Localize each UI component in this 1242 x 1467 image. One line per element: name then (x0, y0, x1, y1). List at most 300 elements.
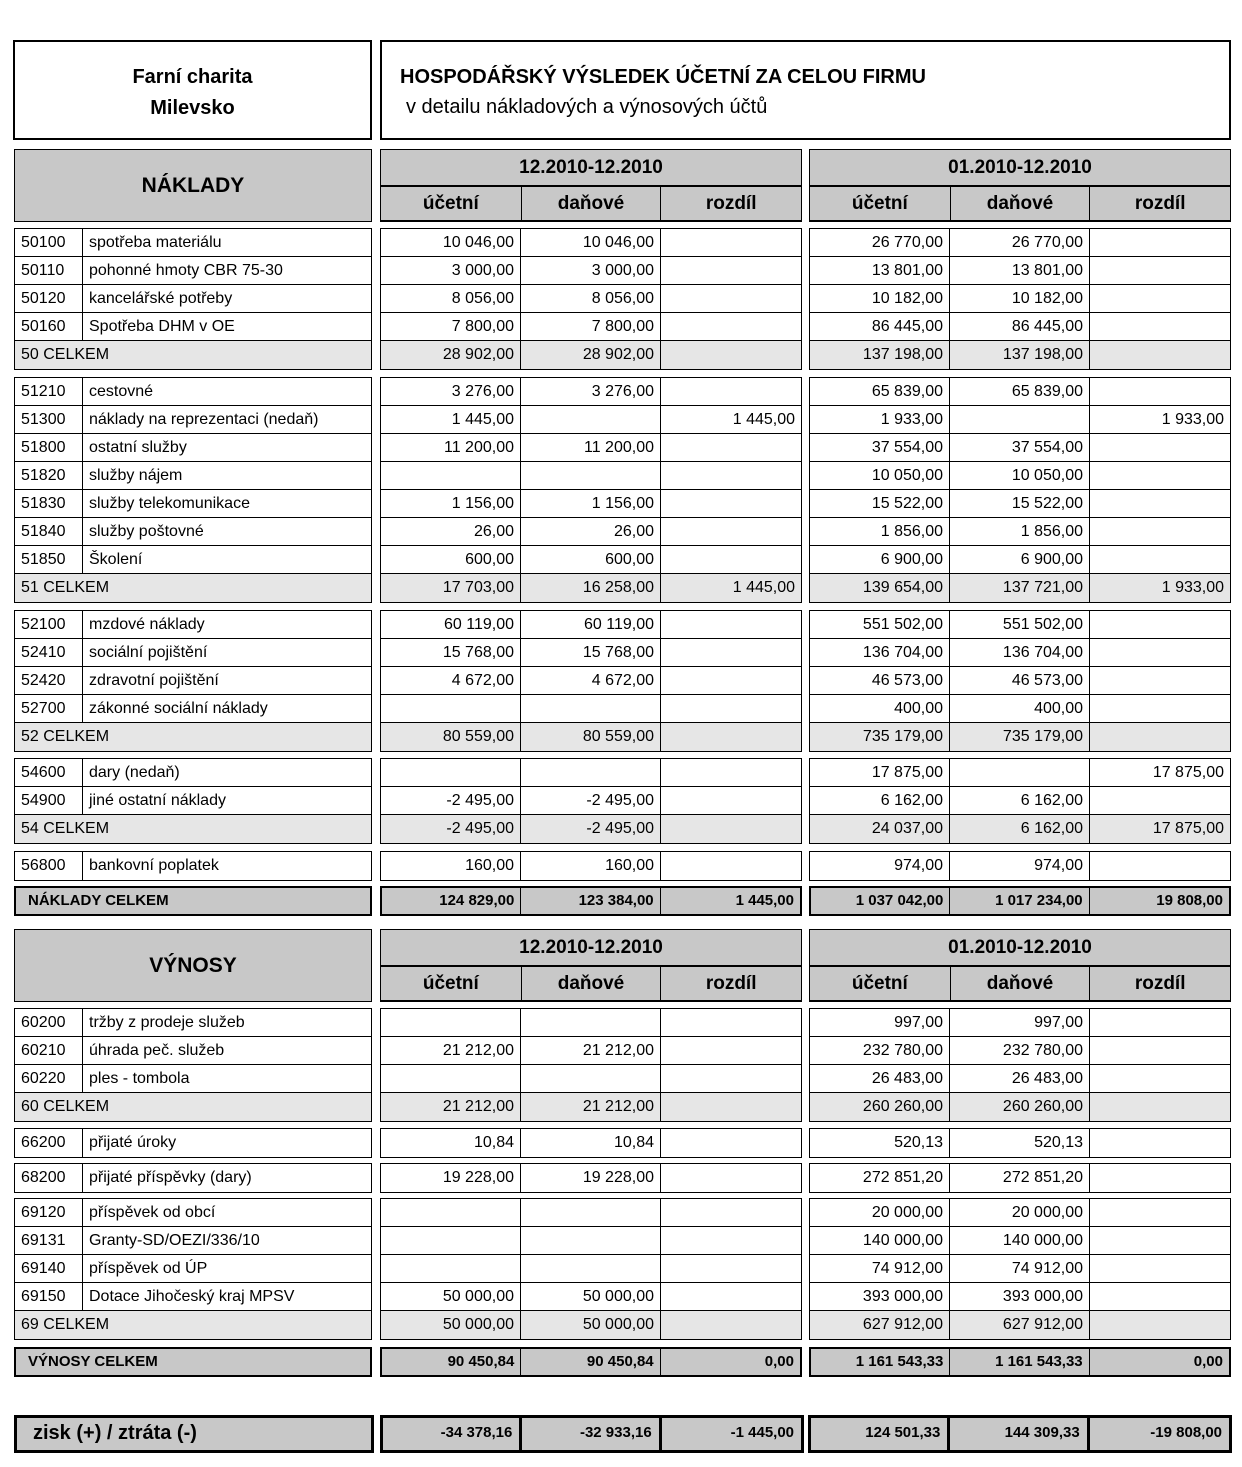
value-ucetni: 26,00 (381, 518, 521, 545)
value-danove: 272 851,20 (950, 1164, 1090, 1192)
naklady-period1-header: 12.2010-12.2010 (380, 149, 802, 186)
value-danove: 50 000,00 (521, 1283, 661, 1310)
account-code: 50100 (15, 229, 83, 256)
value-danove: 3 276,00 (521, 378, 661, 405)
total-danove: 123 384,00 (521, 888, 660, 914)
total-rozdil: -1 445,00 (730, 1424, 795, 1441)
value-danove: 600,00 (521, 546, 661, 573)
value-row (381, 229, 801, 257)
value-rozdil (1090, 639, 1230, 666)
col-danove: daňové (951, 185, 1091, 222)
value-ucetni: 86 445,00 (810, 313, 950, 340)
account-code: 68200 (15, 1164, 83, 1192)
value-rozdil (1090, 1065, 1230, 1092)
account-row (15, 285, 371, 313)
value-ucetni: 10 182,00 (810, 285, 950, 312)
value-danove (521, 1227, 661, 1254)
value-rozdil: 17 875,00 (1152, 764, 1224, 781)
group-66-period2 (809, 1128, 1231, 1158)
subtotal-danove: -2 495,00 (521, 815, 661, 843)
value-rozdil (1090, 787, 1230, 814)
value-rozdil (1090, 667, 1230, 694)
group-51-period1 (380, 377, 802, 603)
group-52-period1 (380, 610, 802, 752)
subtotal-label: 69 CELKEM (21, 1316, 110, 1333)
value-ucetni (381, 1199, 521, 1226)
subtotal-danove: 80 559,00 (521, 723, 661, 751)
value-rozdil (661, 639, 801, 666)
account-row (15, 1227, 371, 1255)
subtotal-row (15, 1311, 371, 1339)
value-row (381, 285, 801, 313)
value-danove: 86 445,00 (950, 313, 1090, 340)
total-rozdil: -19 808,00 (1150, 1424, 1223, 1441)
value-danove: 46 573,00 (950, 667, 1090, 694)
value-danove: 6 900,00 (950, 546, 1090, 573)
subtotal-rozdil (1090, 1311, 1230, 1339)
value-row (810, 518, 1230, 546)
subtotal-values (381, 341, 801, 369)
subtotal-row (15, 723, 371, 751)
account-code: 60200 (15, 1009, 83, 1036)
col-ucetni: účetní (809, 965, 951, 1002)
group-50-labels (14, 228, 372, 370)
value-ucetni: 19 228,00 (381, 1164, 521, 1192)
value-row (810, 1255, 1230, 1283)
account-code: 51800 (15, 434, 83, 461)
account-row (15, 518, 371, 546)
value-ucetni (381, 759, 521, 786)
value-danove: 20 000,00 (950, 1199, 1090, 1226)
value-rozdil (1090, 1164, 1230, 1192)
value-ucetni: 6 162,00 (810, 787, 950, 814)
value-ucetni: 1 156,00 (381, 490, 521, 517)
col-danove: daňové (522, 185, 662, 222)
subtotal-danove: 735 179,00 (950, 723, 1090, 751)
total-rozdil: 1 445,00 (735, 892, 794, 909)
subtotal-ucetni: 17 703,00 (381, 574, 521, 602)
value-row (381, 313, 801, 341)
value-ucetni: 1 856,00 (810, 518, 950, 545)
value-row (810, 1009, 1230, 1037)
subtotal-danove: 50 000,00 (521, 1311, 661, 1339)
account-row (15, 759, 371, 787)
value-rozdil: 1 445,00 (732, 411, 795, 428)
account-code: 50120 (15, 285, 83, 312)
account-code: 66200 (15, 1129, 83, 1157)
group-69-period2 (809, 1198, 1231, 1340)
group-69-period1 (380, 1198, 802, 1340)
value-danove: 26 483,00 (950, 1065, 1090, 1092)
group-60-period2 (809, 1008, 1231, 1122)
subtotal-rozdil (1090, 341, 1230, 369)
account-code: 69140 (15, 1255, 83, 1282)
value-row (381, 1065, 801, 1093)
value-rozdil (661, 1009, 801, 1036)
value-rozdil (1090, 257, 1230, 284)
subtotal-label: 50 CELKEM (21, 346, 110, 363)
value-row (381, 1009, 801, 1037)
value-ucetni (381, 462, 521, 489)
value-danove (950, 406, 1090, 433)
vynosy-section-title: VÝNOSY (14, 929, 372, 1002)
account-name: přijaté úroky (89, 1134, 177, 1151)
value-row (381, 611, 801, 639)
value-ucetni: 8 056,00 (381, 285, 521, 312)
value-row (810, 285, 1230, 313)
value-rozdil (1090, 1199, 1230, 1226)
value-ucetni (381, 1255, 521, 1282)
value-rozdil (1090, 285, 1230, 312)
account-code: 52410 (15, 639, 83, 666)
value-danove: 26,00 (521, 518, 661, 545)
value-ucetni: 551 502,00 (810, 611, 950, 638)
value-rozdil (661, 1283, 801, 1310)
account-code: 52420 (15, 667, 83, 694)
value-row (810, 462, 1230, 490)
value-danove: 6 162,00 (950, 787, 1090, 814)
value-row (381, 406, 801, 434)
account-name: sociální pojištění (89, 644, 208, 661)
value-rozdil (661, 852, 801, 880)
value-danove (521, 1009, 661, 1036)
value-danove: 140 000,00 (950, 1227, 1090, 1254)
account-name: ples - tombola (89, 1070, 190, 1087)
value-rozdil (661, 518, 801, 545)
total-rozdil: 19 808,00 (1156, 892, 1223, 909)
subtotal-danove: 137 198,00 (950, 341, 1090, 369)
account-row (15, 695, 371, 723)
value-rozdil (661, 787, 801, 814)
account-code: 60220 (15, 1065, 83, 1092)
value-ucetni: 160,00 (381, 852, 521, 880)
value-danove (521, 1065, 661, 1092)
account-name: služby telekomunikace (89, 495, 250, 512)
value-rozdil (661, 1199, 801, 1226)
col-danove: daňové (522, 965, 662, 1002)
subtotal-rozdil (661, 1311, 801, 1339)
account-row (15, 406, 371, 434)
value-rozdil: 1 933,00 (1161, 411, 1224, 428)
group-60-labels (14, 1008, 372, 1122)
naklady-total-label: NÁKLADY CELKEM (14, 886, 372, 916)
profit-loss-period1 (380, 1415, 804, 1453)
account-name: příspěvek od ÚP (89, 1260, 208, 1277)
value-ucetni (381, 695, 521, 722)
value-rozdil (1090, 518, 1230, 545)
value-rozdil (661, 611, 801, 638)
value-ucetni: 974,00 (810, 852, 950, 880)
subtotal-rozdil (1090, 723, 1230, 751)
group-54-period1 (380, 758, 802, 844)
subtotal-ucetni: 260 260,00 (810, 1093, 950, 1121)
value-ucetni: 10 050,00 (810, 462, 950, 489)
subtotal-values (810, 1093, 1230, 1121)
value-rozdil (661, 546, 801, 573)
group-56-period2 (809, 851, 1231, 881)
account-name: náklady na reprezentaci (nedaň) (89, 411, 319, 428)
account-code: 69131 (15, 1227, 83, 1254)
value-ucetni: 6 900,00 (810, 546, 950, 573)
subtotal-ucetni: 80 559,00 (381, 723, 521, 751)
value-rozdil (661, 285, 801, 312)
account-row (15, 546, 371, 574)
subtotal-values (810, 815, 1230, 843)
col-rozdil: rozdíl (1090, 185, 1231, 222)
account-code: 69120 (15, 1199, 83, 1226)
value-row (810, 1283, 1230, 1311)
value-danove: -2 495,00 (521, 787, 661, 814)
vynosy-period2-header: 01.2010-12.2010 (809, 929, 1231, 966)
value-danove: 160,00 (521, 852, 661, 880)
group-52-period2 (809, 610, 1231, 752)
value-ucetni: 7 800,00 (381, 313, 521, 340)
value-danove: 4 672,00 (521, 667, 661, 694)
value-rozdil (1090, 852, 1230, 880)
value-danove: 10,84 (521, 1129, 661, 1157)
subtotal-rozdil: 1 445,00 (732, 579, 795, 596)
account-row (15, 639, 371, 667)
value-rozdil (661, 313, 801, 340)
account-row (15, 434, 371, 462)
profit-loss-period2 (808, 1415, 1232, 1453)
group-69-labels (14, 1198, 372, 1340)
value-danove: 15 768,00 (521, 639, 661, 666)
value-rozdil (1090, 490, 1230, 517)
report-subtitle: v detailu nákladových a výnosových účtů (406, 96, 768, 118)
value-danove (521, 695, 661, 722)
subtotal-label: 52 CELKEM (21, 728, 110, 745)
total-danove: 144 309,33 (950, 1418, 1089, 1450)
account-row (15, 462, 371, 490)
report-title-box (380, 40, 1231, 140)
subtotal-danove: 260 260,00 (950, 1093, 1090, 1121)
group-66-period1 (380, 1128, 802, 1158)
account-name: příspěvek od obcí (89, 1204, 216, 1221)
group-56-period1 (380, 851, 802, 881)
value-danove: 997,00 (950, 1009, 1090, 1036)
col-ucetni: účetní (809, 185, 951, 222)
value-row (381, 787, 801, 815)
col-rozdil: rozdíl (661, 965, 802, 1002)
account-row (15, 611, 371, 639)
value-ucetni: 50 000,00 (381, 1283, 521, 1310)
account-row (15, 852, 371, 880)
value-row (810, 1164, 1230, 1192)
value-row (381, 378, 801, 406)
account-row (15, 378, 371, 406)
value-danove: 520,13 (950, 1129, 1090, 1157)
account-code: 51850 (15, 546, 83, 573)
value-rozdil (661, 1164, 801, 1192)
value-danove: 21 212,00 (521, 1037, 661, 1064)
account-name: jiné ostatní náklady (89, 792, 226, 809)
value-rozdil (661, 1255, 801, 1282)
total-rozdil: 0,00 (1193, 1353, 1223, 1370)
value-rozdil (1090, 546, 1230, 573)
value-danove: 400,00 (950, 695, 1090, 722)
account-code: 52700 (15, 695, 83, 722)
value-danove: 26 770,00 (950, 229, 1090, 256)
account-name: Dotace Jihočeský kraj MPSV (89, 1288, 295, 1305)
value-ucetni (381, 1009, 521, 1036)
account-code: 54600 (15, 759, 83, 786)
account-row (15, 229, 371, 257)
group-51-period2 (809, 377, 1231, 603)
vynosy-p1-colheaders (380, 965, 802, 1002)
value-ucetni: 65 839,00 (810, 378, 950, 405)
subtotal-values (810, 723, 1230, 751)
value-ucetni: 20 000,00 (810, 1199, 950, 1226)
value-danove (521, 406, 661, 433)
value-ucetni: 1 445,00 (381, 406, 521, 433)
value-rozdil (1090, 313, 1230, 340)
value-row (810, 490, 1230, 518)
subtotal-row (15, 574, 371, 602)
subtotal-values (381, 1093, 801, 1121)
value-rozdil (1090, 1009, 1230, 1036)
report-title: HOSPODÁŘSKÝ VÝSLEDEK ÚČETNÍ ZA CELOU FIRMU (400, 66, 926, 88)
subtotal-danove: 21 212,00 (521, 1093, 661, 1121)
group-56-labels (14, 851, 372, 881)
total-danove: -32 933,16 (522, 1418, 661, 1450)
value-ucetni: 3 276,00 (381, 378, 521, 405)
account-name: přijaté příspěvky (dary) (89, 1169, 252, 1186)
value-ucetni: 15 522,00 (810, 490, 950, 517)
value-ucetni: 17 875,00 (810, 759, 950, 786)
value-row (810, 546, 1230, 574)
value-danove: 19 228,00 (521, 1164, 661, 1192)
total-ucetni: 1 161 543,33 (811, 1349, 950, 1375)
value-danove: 65 839,00 (950, 378, 1090, 405)
value-rozdil (1090, 695, 1230, 722)
value-danove: 15 522,00 (950, 490, 1090, 517)
value-ucetni: 26 483,00 (810, 1065, 950, 1092)
value-ucetni: 60 119,00 (381, 611, 521, 638)
account-row (15, 1037, 371, 1065)
value-row (381, 667, 801, 695)
col-danove: daňové (951, 965, 1091, 1002)
value-row (810, 1065, 1230, 1093)
value-row (810, 313, 1230, 341)
subtotal-values (381, 815, 801, 843)
value-row (810, 667, 1230, 695)
account-row (15, 1283, 371, 1311)
subtotal-row (15, 815, 371, 843)
total-danove: 1 017 234,00 (950, 888, 1089, 914)
subtotal-danove: 6 162,00 (950, 815, 1090, 843)
naklady-total-period1 (380, 886, 802, 916)
value-row (381, 1283, 801, 1311)
total-ucetni: 90 450,84 (382, 1349, 521, 1375)
subtotal-values (810, 341, 1230, 369)
subtotal-label: 54 CELKEM (21, 820, 110, 837)
subtotal-danove: 16 258,00 (521, 574, 661, 602)
organization-box (13, 40, 372, 140)
value-ucetni: 1 933,00 (810, 406, 950, 433)
value-rozdil (1090, 1283, 1230, 1310)
value-ucetni (381, 1227, 521, 1254)
account-name: ostatní služby (89, 439, 187, 456)
account-name: zdravotní pojištění (89, 672, 219, 689)
value-danove: 74 912,00 (950, 1255, 1090, 1282)
account-code: 51210 (15, 378, 83, 405)
account-row (15, 257, 371, 285)
subtotal-rozdil (661, 815, 801, 843)
value-rozdil (1090, 1227, 1230, 1254)
account-row (15, 1065, 371, 1093)
value-danove: 136 704,00 (950, 639, 1090, 666)
subtotal-danove: 627 912,00 (950, 1311, 1090, 1339)
subtotal-values (810, 1311, 1230, 1339)
subtotal-values (810, 574, 1230, 602)
value-rozdil (661, 759, 801, 786)
value-danove: 7 800,00 (521, 313, 661, 340)
value-danove: 37 554,00 (950, 434, 1090, 461)
value-row (381, 1164, 801, 1192)
account-row (15, 667, 371, 695)
value-danove: 60 119,00 (521, 611, 661, 638)
subtotal-rozdil: 1 933,00 (1161, 579, 1224, 596)
col-ucetni: účetní (380, 185, 522, 222)
value-rozdil (1090, 462, 1230, 489)
value-row (810, 1129, 1230, 1157)
naklady-total-period2 (809, 886, 1231, 916)
value-rozdil (661, 257, 801, 284)
account-name: služby poštovné (89, 523, 204, 540)
subtotal-row (15, 1093, 371, 1121)
total-danove: 90 450,84 (521, 1349, 660, 1375)
naklady-period2-header: 01.2010-12.2010 (809, 149, 1231, 186)
value-row (810, 406, 1230, 434)
value-rozdil (661, 1129, 801, 1157)
value-row (810, 611, 1230, 639)
subtotal-ucetni: 139 654,00 (810, 574, 950, 602)
value-row (810, 852, 1230, 880)
subtotal-values (381, 723, 801, 751)
subtotal-ucetni: 627 912,00 (810, 1311, 950, 1339)
value-rozdil (1090, 378, 1230, 405)
value-rozdil (661, 1227, 801, 1254)
value-danove (521, 462, 661, 489)
value-row (810, 695, 1230, 723)
profit-loss-label: zisk (+) / ztráta (-) (14, 1415, 374, 1453)
value-ucetni: 4 672,00 (381, 667, 521, 694)
subtotal-values (381, 574, 801, 602)
subtotal-values (381, 1311, 801, 1339)
total-ucetni: 1 037 042,00 (811, 888, 950, 914)
account-name: úhrada peč. služeb (89, 1042, 225, 1059)
total-ucetni: -34 378,16 (383, 1418, 522, 1450)
value-row (810, 257, 1230, 285)
value-rozdil (661, 462, 801, 489)
naklady-p2-colheaders (809, 185, 1231, 222)
account-code: 51840 (15, 518, 83, 545)
value-ucetni: 136 704,00 (810, 639, 950, 666)
value-row (381, 434, 801, 462)
value-rozdil (1090, 229, 1230, 256)
value-ucetni: 140 000,00 (810, 1227, 950, 1254)
account-row (15, 787, 371, 815)
value-rozdil (661, 378, 801, 405)
value-row (810, 1037, 1230, 1065)
account-code: 51830 (15, 490, 83, 517)
col-rozdil: rozdíl (1090, 965, 1231, 1002)
value-ucetni: 10,84 (381, 1129, 521, 1157)
value-row (381, 546, 801, 574)
value-rozdil (661, 1037, 801, 1064)
group-54-labels (14, 758, 372, 844)
